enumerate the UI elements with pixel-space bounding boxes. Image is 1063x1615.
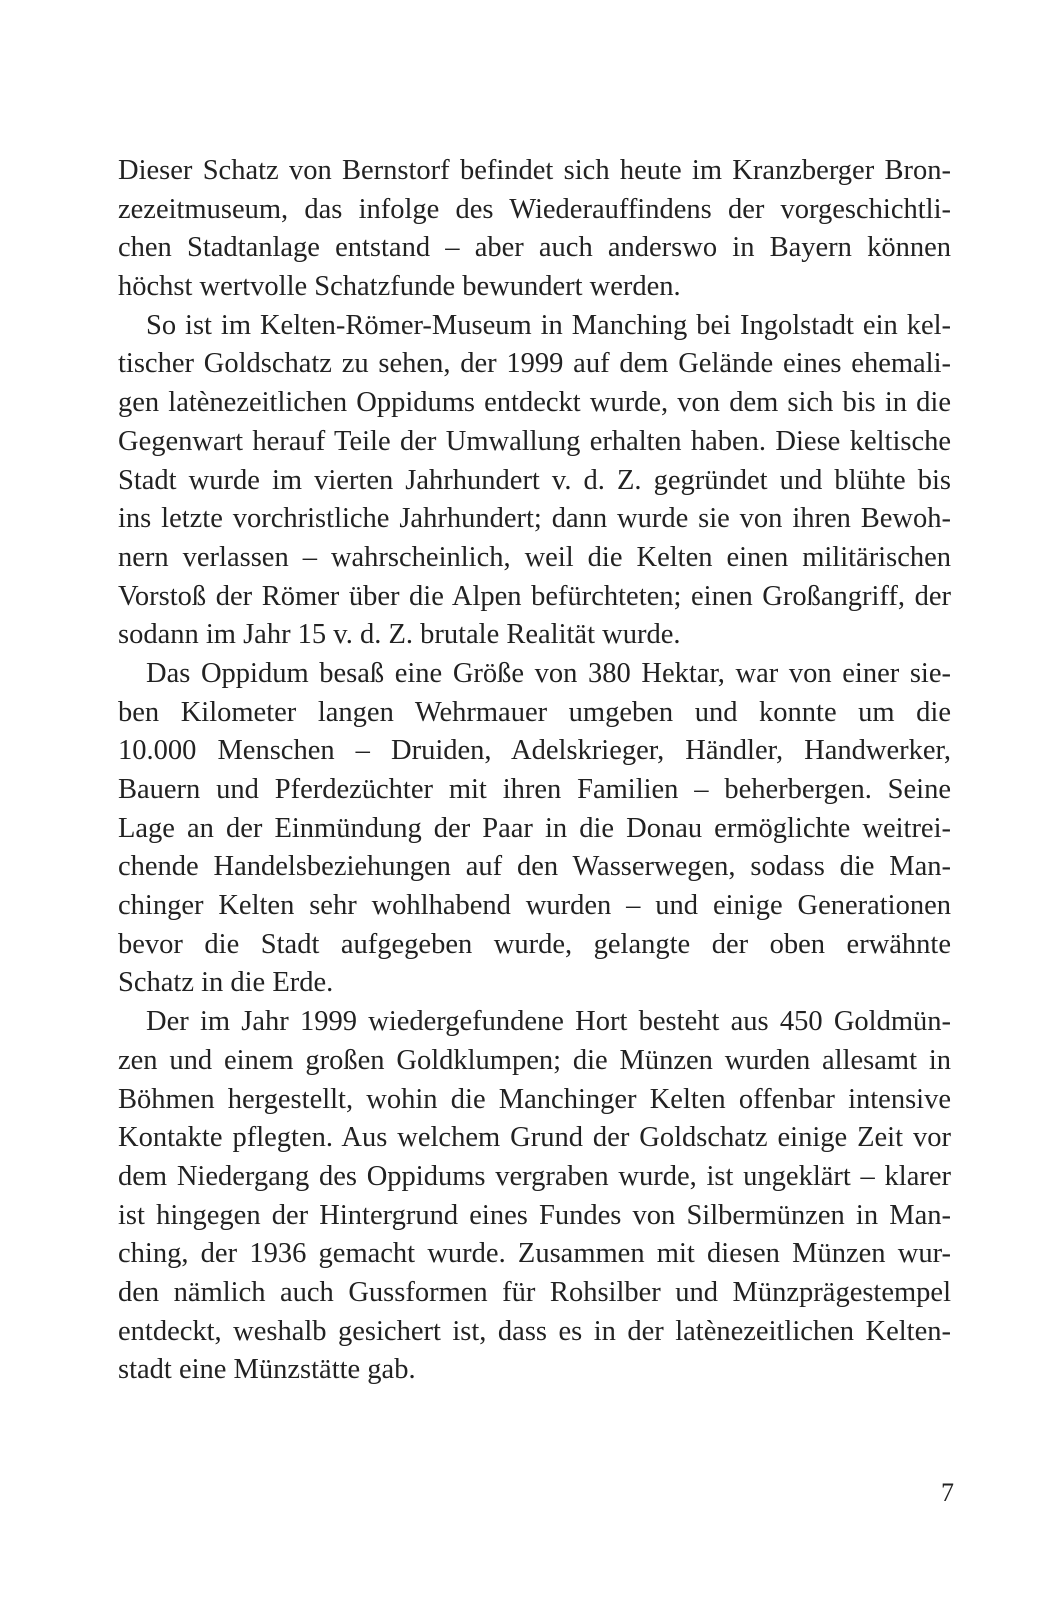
text-line: Gegenwart herauf Teile der Umwallung erhalten haben. Diese keltische: [118, 425, 951, 457]
text-line: Dieser Schatz von Bernstorf befindet sich heute im Kranzberger Bron-: [118, 155, 951, 186]
text-line: ching, der 1936 gemacht wurde. Zusammen mit diesen Münzen wur-: [118, 1238, 951, 1270]
text-line: tischer Goldschatz zu sehen, der 1999 auf dem Gelände eines ehemali-: [118, 348, 951, 380]
text-line: Böhmen hergestellt, wohin die Manchinger Kelten offenbar intensive: [118, 1083, 951, 1115]
paragraph-2: [118, 307, 951, 655]
text-line: ist hingegen der Hintergrund eines Fundes von Silbermünzen in Man-: [118, 1199, 951, 1231]
text-line: Vorstoß der Römer über die Alpen befürchteten; einen Großangriff, der: [118, 580, 951, 612]
text-line: Lage an der Einmündung der Paar in die Donau ermöglichte weitrei-: [118, 812, 951, 844]
text-line: Das Oppidum besaß eine Größe von 380 Hektar, war von einer sie-: [146, 657, 951, 689]
text-line: bevor die Stadt aufgegeben wurde, gelangte der oben erwähnte: [118, 928, 951, 960]
text-line: nern verlassen – wahrscheinlich, weil die Kelten einen militärischen: [118, 541, 951, 573]
text-line: Bauern und Pferdezüchter mit ihren Familien – beherbergen. Seine: [118, 774, 951, 805]
text-line: ins letzte vorchristliche Jahrhundert; dann wurde sie von ihren Bewoh-: [118, 503, 951, 535]
body-text: [118, 152, 951, 1390]
text-line: ben Kilometer langen Wehrmauer umgeben und konnte um die: [118, 696, 951, 728]
text-line: chen Stadtanlage entstand – aber auch anderswo in Bayern können: [118, 232, 951, 264]
text-line: chinger Kelten sehr wohlhabend wurden – und einige Generationen: [118, 890, 951, 922]
text-line: zezeitmuseum, das infolge des Wiederauffindens der vorgeschichtli-: [118, 193, 951, 225]
paragraph-1: [118, 152, 951, 307]
text-line: sodann im Jahr 15 v. d. Z. brutale Realität wurde.: [118, 619, 681, 651]
text-line: entdeckt, weshalb gesichert ist, dass es in der latènezeitlichen Kelten-: [118, 1315, 951, 1347]
text-line: Stadt wurde im vierten Jahrhundert v. d. Z. gegründet und blühte bis: [118, 464, 951, 496]
page-number: 7: [941, 1478, 954, 1507]
text-line: zen und einem großen Goldklumpen; die Münzen wurden allesamt in: [118, 1044, 951, 1076]
text-line: 10.000 Menschen – Druiden, Adelskrieger, Händler, Handwerker,: [118, 735, 951, 767]
text-line: stadt eine Münzstätte gab.: [118, 1354, 416, 1386]
text-line: So ist im Kelten-Römer-Museum in Manching bei Ingolstadt ein kel-: [146, 309, 951, 341]
paragraph-3: [118, 655, 951, 1003]
text-line: gen latènezeitlichen Oppidums entdeckt wurde, von dem sich bis in die: [118, 387, 951, 419]
text-line: höchst wertvolle Schatzfunde bewundert werden.: [118, 271, 681, 303]
text-line: den nämlich auch Gussformen für Rohsilber und Münzprägestempel: [118, 1276, 951, 1308]
text-line: Schatz in die Erde.: [118, 967, 334, 999]
text-line: dem Niedergang des Oppidums vergraben wurde, ist ungeklärt – klarer: [118, 1160, 951, 1192]
text-line: Der im Jahr 1999 wiedergefundene Hort besteht aus 450 Goldmün-: [146, 1006, 951, 1038]
text-line: Kontakte pflegten. Aus welchem Grund der Goldschatz einige Zeit vor: [118, 1122, 951, 1154]
text-line: chende Handelsbeziehungen auf den Wasserwegen, sodass die Man-: [118, 851, 951, 883]
paragraph-4: [118, 1003, 951, 1390]
